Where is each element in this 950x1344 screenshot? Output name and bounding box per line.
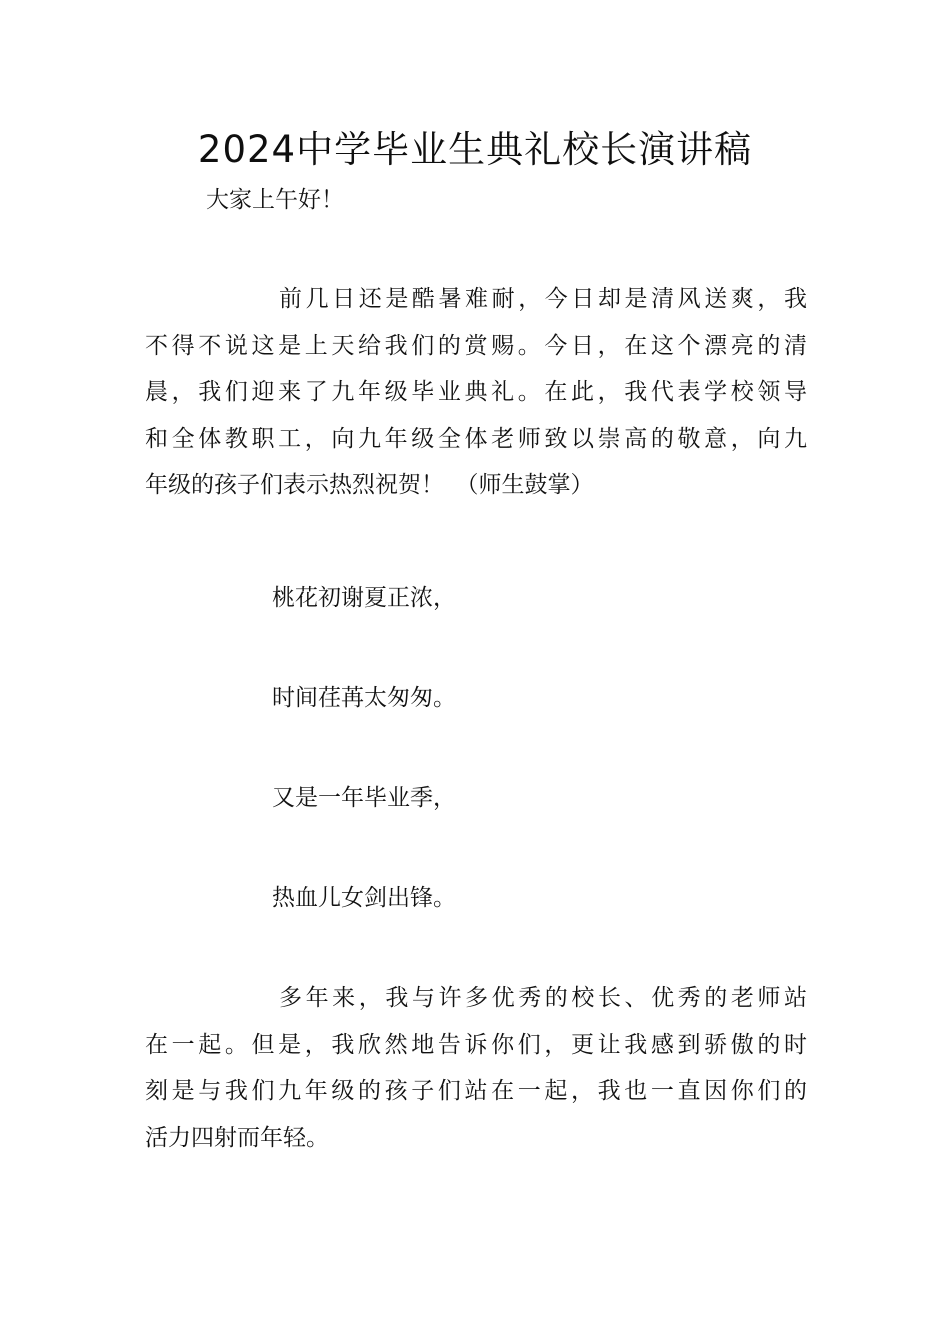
- verse-line: 桃花初谢夏正浓，: [272, 585, 456, 611]
- salutation: 大家上午好！: [206, 187, 344, 213]
- paragraph-opening: [145, 276, 807, 509]
- paragraph-line: 多年来，我与许多优秀的校长、优秀的老师站: [279, 985, 807, 1011]
- paragraph-reflection: [145, 975, 807, 1161]
- paragraph-line: 在一起。但是，我欣然地告诉你们，更让我感到骄傲的时: [145, 1031, 807, 1058]
- document-title: 2024中学毕业生典礼校长演讲稿: [197, 128, 753, 171]
- verse-line: 热血儿女剑出锋。: [272, 885, 456, 911]
- paragraph-line: 和全体教职工，向九年级全体老师致以崇高的敬意，向九: [145, 425, 807, 452]
- paragraph-line: 晨，我们迎来了九年级毕业典礼。在此，我代表学校领导: [145, 379, 807, 405]
- paragraph-line: 不得不说这是上天给我们的赏赐。今日，在这个漂亮的清: [145, 332, 807, 359]
- verse-line: 时间荏苒太匆匆。: [272, 685, 456, 711]
- paragraph-line: 活力四射而年轻。: [145, 1124, 329, 1151]
- paragraph-line: 刻是与我们九年级的孩子们站在一起，我也一直因你们的: [145, 1078, 807, 1104]
- verse-line: 又是一年毕业季，: [272, 785, 456, 811]
- paragraph-line: 前几日还是酷暑难耐，今日却是清风送爽，我: [279, 286, 807, 312]
- paragraph-line: 年级的孩子们表示热烈祝贺！ （师生鼓掌）: [145, 472, 594, 498]
